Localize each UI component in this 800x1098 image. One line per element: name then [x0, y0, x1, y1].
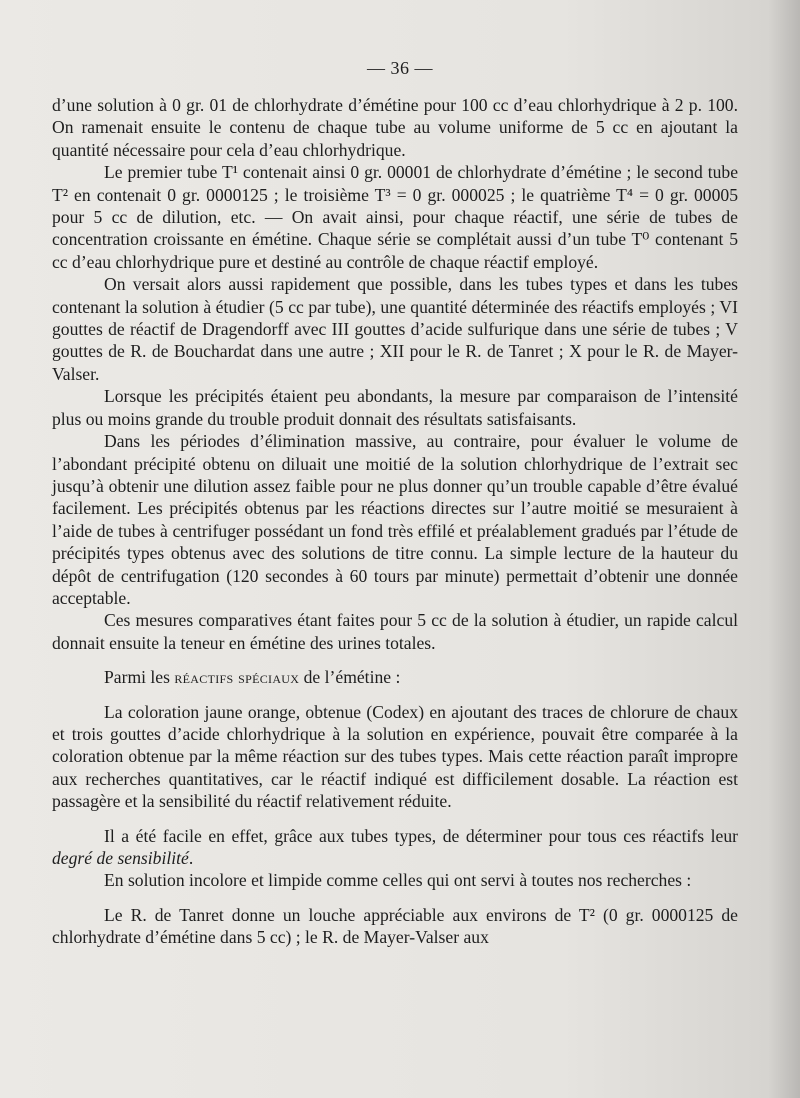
paragraph-7 [52, 666, 738, 688]
paragraph-1: d’une solution à 0 gr. 01 de chlorhydrate d’émétine pour 100 cc d’eau chlorhydrique à 2 p. 100. On ramenait ensuite le contenu de chaque tube au volume uniforme de 5 cc en ajoutant la quantité nécessaire pour cela d’eau chlorhydrique. [52, 95, 738, 160]
paragraph-3: On versait alors aussi rapidement que possible, dans les tubes types et dans les tubes contenant la solution à étudier (5 cc par tube), une quantité déterminée des réactifs employés ; VI gouttes de réactif de Dragendorff avec III gouttes d’acide sulfurique dans une série de tubes ; V gouttes de R. de Bouchardat dans une autre ; XII pour le R. de Tanret ; X pour le R. de Mayer-Valser. [52, 274, 738, 384]
paragraph-8: La coloration jaune orange, obtenue (Codex) en ajoutant des traces de chlorure de chaux et trois gouttes d’acide chlorhydrique à la solution en expérience, pouvait être comparée à la coloration obtenue par la même réaction sur des tubes types. Mais cette réaction paraît impropre aux recherches quantitatives, car le réactif indiqué est difficilement dosable. La réaction est passagère et la sensibilité du réactif relativement réduite. [52, 701, 738, 812]
body-text [52, 94, 738, 949]
paragraph-9-italic: degré de sensibilité [52, 848, 189, 868]
paragraph-7-before: Parmi les [104, 667, 175, 688]
paragraph-9-before: Il a été facile en effet, grâce aux tubes types, de déterminer pour tous ces réactifs leur [104, 825, 738, 846]
paragraph-7-smallcaps: réactifs spéciaux [174, 667, 300, 688]
paragraph-5: Dans les périodes d’élimination massive, au contraire, pour évaluer le volume de l’abondant précipité obtenu on diluait une moitié de la solution chlorhydrique de l’extrait sec jusqu’à obtenir une dilution assez faible pour ne plus donner qu’un trouble capable d’être évalué facilement. Les précipités obtenus par les réactions directes sur l’autre moitié se mesuraient à l’aide de tubes à centrifuger possédant un fond très effilé et préalablement gradués par l’étude de précipités types obtenus avec des solutions de titre connu. La simple lecture de la hauteur du dépôt de centrifugation (120 secondes à 60 tours par minute) permettait d’obtenir une donnée acceptable. [52, 431, 738, 608]
paragraph-7-after: de l’émétine : [299, 667, 401, 688]
paragraph-10: En solution incolore et limpide comme celles qui ont servi à toutes nos recherches : [104, 870, 692, 891]
paragraph-4: Lorsque les précipités étaient peu abondants, la mesure par comparaison de l’intensité plus ou moins grande du trouble produit donnait des résultats satisfaisants. [52, 386, 738, 429]
paragraph-9 [52, 825, 738, 870]
paragraph-11: Le R. de Tanret donne un louche appréciable aux environs de T² (0 gr. 0000125 de chlorhydrate d’émétine dans 5 cc) ; le R. de Mayer-Valser aux [52, 904, 738, 948]
page-number: — 36 — [367, 58, 433, 78]
paragraph-9-after: . [188, 848, 194, 868]
paragraph-6: Ces mesures comparatives étant faites pour 5 cc de la solution à étudier, un rapide calcul donnait ensuite la teneur en émétine des urines totales. [52, 610, 738, 653]
paragraph-2: Le premier tube T¹ contenait ainsi 0 gr. 00001 de chlorhydrate d’émétine ; le second tube T² en contenait 0 gr. 0000125 ; le troisième T³ = 0 gr. 000025 ; le quatrième T⁴ = 0 gr. 00005 pour 5 cc de dilution, etc. — On avait ainsi, pour chaque réactif, une série de tubes de concentration croissante en émétine. Chaque série se complétait aussi d’un tube T⁰ contenant 5 cc d’eau chlorhydrique pure et destiné au contrôle de chaque réactif employé. [52, 162, 738, 272]
